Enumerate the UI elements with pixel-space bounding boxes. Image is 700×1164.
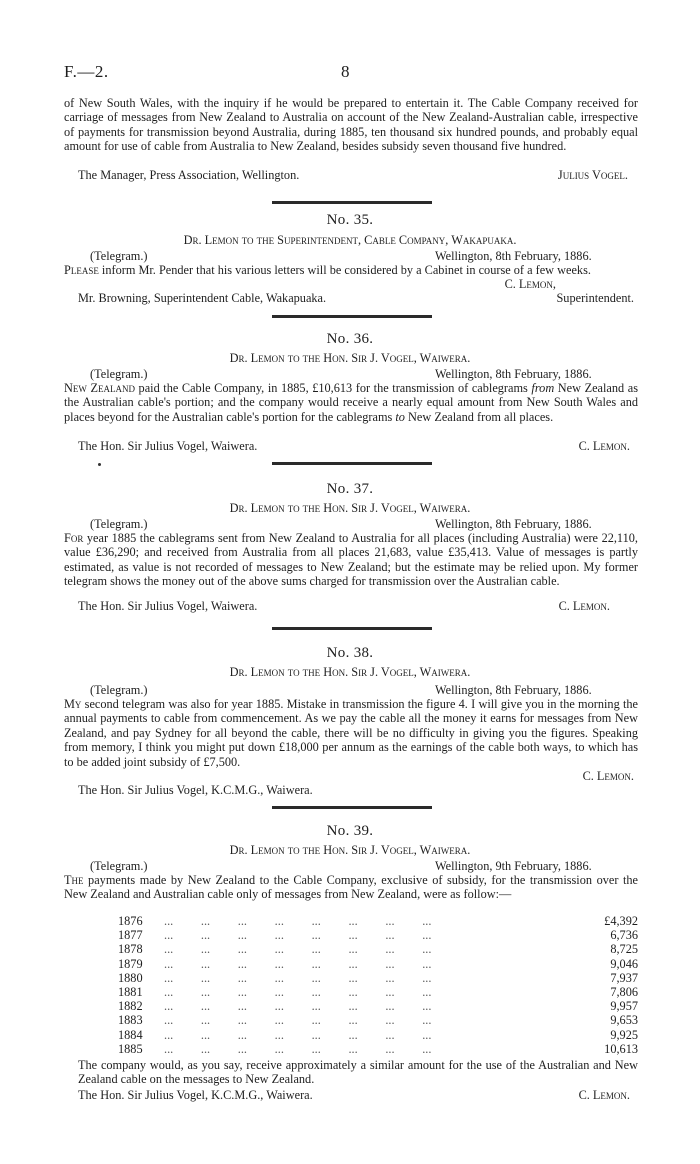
telegram-type: (Telegram.) [90,859,148,873]
telegram-body: For year 1885 the cablegrams sent from New Zealand to Australia for all places (including Australia) were 22,110, value £36,290; and received from Australia from all places 21,683, value £35,413. Value of messages is partly estimated, as value is not recorded of messages to New Zealand; but the estimate may be relied upon. My former telegram shows the money out of the above sums charged for transmission over the Australian cable. [64,531,638,589]
telegram-body: My second telegram was also for year 1885. Mistake in transmission the figure 4. I will give you in the morning the annual payments to cable from commencement. As we pay the cable all the money it earns for messages from New Zealand, and pay Sydney for all beyond the cable, there will be no difficulty in giving you the figures. Speaking from memory, I think you might put down £18,000 per annum as the earnings of the cable both ways, to which has to be added joint subsidy of £7,500. [64,697,638,769]
table-row: 1882 ... ... ... ... ... ... ... ... 9,957 [118,999,638,1014]
telegram-type: (Telegram.) [90,249,148,263]
telegram-type: (Telegram.) [90,517,148,531]
telegram-addressee-line [64,291,638,305]
intro-addressee: The Manager, Press Association, Wellington. [78,168,300,182]
section-divider [272,806,432,809]
page-number: 8 [341,62,350,81]
intro-paragraph: of New South Wales, with the inquiry if he would be prepared to entertain it. The Cable Company received for carriage of messages from New Zealand to Australia on account of the New Zealand-Australian cable, irrespective of payments for transmission beyond Australia, during 1885, ten thousand six hundred pounds, and probably equal amount for use of cable from Australia to New Zealand, besides subsidy seven thousand five hundred. [64,96,638,154]
table-row: 1877 ... ... ... ... ... ... ... ... 6,736 [118,928,638,943]
telegram-date: Wellington, 8th February, 1886. [435,683,592,697]
section-divider [272,315,432,318]
table-row: 1880 ... ... ... ... ... ... ... ... 7,937 [118,970,638,985]
intro-signature: Julius Vogel. [557,168,628,182]
telegram-signature: C. Lemon. [578,1088,630,1102]
telegram-date: Wellington, 8th February, 1886. [435,367,592,381]
table-row: 1876 ... ... ... ... ... ... ... ... £4,392 [118,914,638,928]
table-row: 1881 ... ... ... ... ... ... ... ... 7,806 [118,984,638,999]
telegram-number: No. 36. [326,331,374,347]
section-divider [272,627,432,630]
telegram-number: No. 38. [326,645,374,661]
table-row: 1883 ... ... ... ... ... ... ... ... 9,653 [118,1013,638,1028]
telegram-signature: C. Lemon. [558,599,610,613]
telegram-signature: C. Lemon. [582,769,634,783]
telegram-signoff [64,1088,638,1102]
telegram-addressee: The Hon. Sir Julius Vogel, Waiwera. [78,439,258,453]
table-row: 1878 ... ... ... ... ... ... ... ... 8,725 [118,942,638,957]
telegram-date: Wellington, 9th February, 1886. [435,859,592,873]
telegram-body: Please inform Mr. Pender that his various letters will be considered by a Cabinet in course of a few weeks. [64,263,591,277]
telegram-heading: Dr. Lemon to the Hon. Sir J. Vogel, Waiwera. [229,843,471,857]
telegram-number: No. 37. [326,481,374,497]
telegram-signature: C. Lemon. [578,439,630,453]
section-divider [272,201,432,204]
section-divider [272,462,432,465]
telegram-addressee: The Hon. Sir Julius Vogel, K.C.M.G., Waiwera. [78,1088,313,1102]
telegram-date: Wellington, 8th February, 1886. [435,249,592,263]
telegram-addressee: The Hon. Sir Julius Vogel, Waiwera. [78,599,258,613]
telegram-heading: Dr. Lemon to the Hon. Sir J. Vogel, Waiwera. [229,501,471,515]
telegram-signoff [64,439,638,453]
telegram-signoff [64,599,638,613]
intro-signoff [64,168,638,182]
payments-table [118,914,638,1056]
telegram-body: The payments made by New Zealand to the Cable Company, exclusive of subsidy, for the transmission over the New Zealand and Australian cable only of messages from New Zealand, were as follow:— [64,873,638,902]
telegram-addressee-line [64,783,638,797]
ink-dot [98,463,101,466]
table-row: 1879 ... ... ... ... ... ... ... ... 9,046 [118,956,638,971]
telegram-date: Wellington, 8th February, 1886. [435,517,592,531]
telegram-type: (Telegram.) [90,683,148,697]
telegram-addressee: The Hon. Sir Julius Vogel, K.C.M.G., Waiwera. [78,783,313,797]
telegram-type: (Telegram.) [90,367,148,381]
telegram-closing: The company would, as you say, receive approximately a similar amount for the use of the Australian and New Zealand cable on the messages to New Zealand. [78,1058,638,1087]
table-row: 1885 ... ... ... ... ... ... ... ... 10,613 [118,1041,638,1056]
telegram-heading: Dr. Lemon to the Hon. Sir J. Vogel, Waiwera. [229,351,471,365]
telegram-addressee: Mr. Browning, Superintendent Cable, Wakapuaka. [78,291,327,305]
telegram-number: No. 35. [326,212,374,228]
telegram-heading: Dr. Lemon to the Hon. Sir J. Vogel, Waiwera. [229,665,471,679]
telegram-number: No. 39. [326,823,374,839]
telegram-signature: C. Lemon, [504,277,556,291]
report-reference: F.—2. [64,62,109,81]
telegram-body: New Zealand paid the Cable Company, in 1885, £10,613 for the transmission of cablegrams from New Zealand as the Australian cable's portion; and the company would receive a nearly equal amount from New South Wales and places beyond for the Australian cable's portion for the cablegrams to New Zealand from all places. [64,381,638,424]
telegram-heading: Dr. Lemon to the Superintendent, Cable Company, Wakapuaka. [183,233,517,247]
table-row: 1884 ... ... ... ... ... ... ... ... 9,925 [118,1027,638,1042]
telegram-title: Superintendent. [556,291,634,305]
